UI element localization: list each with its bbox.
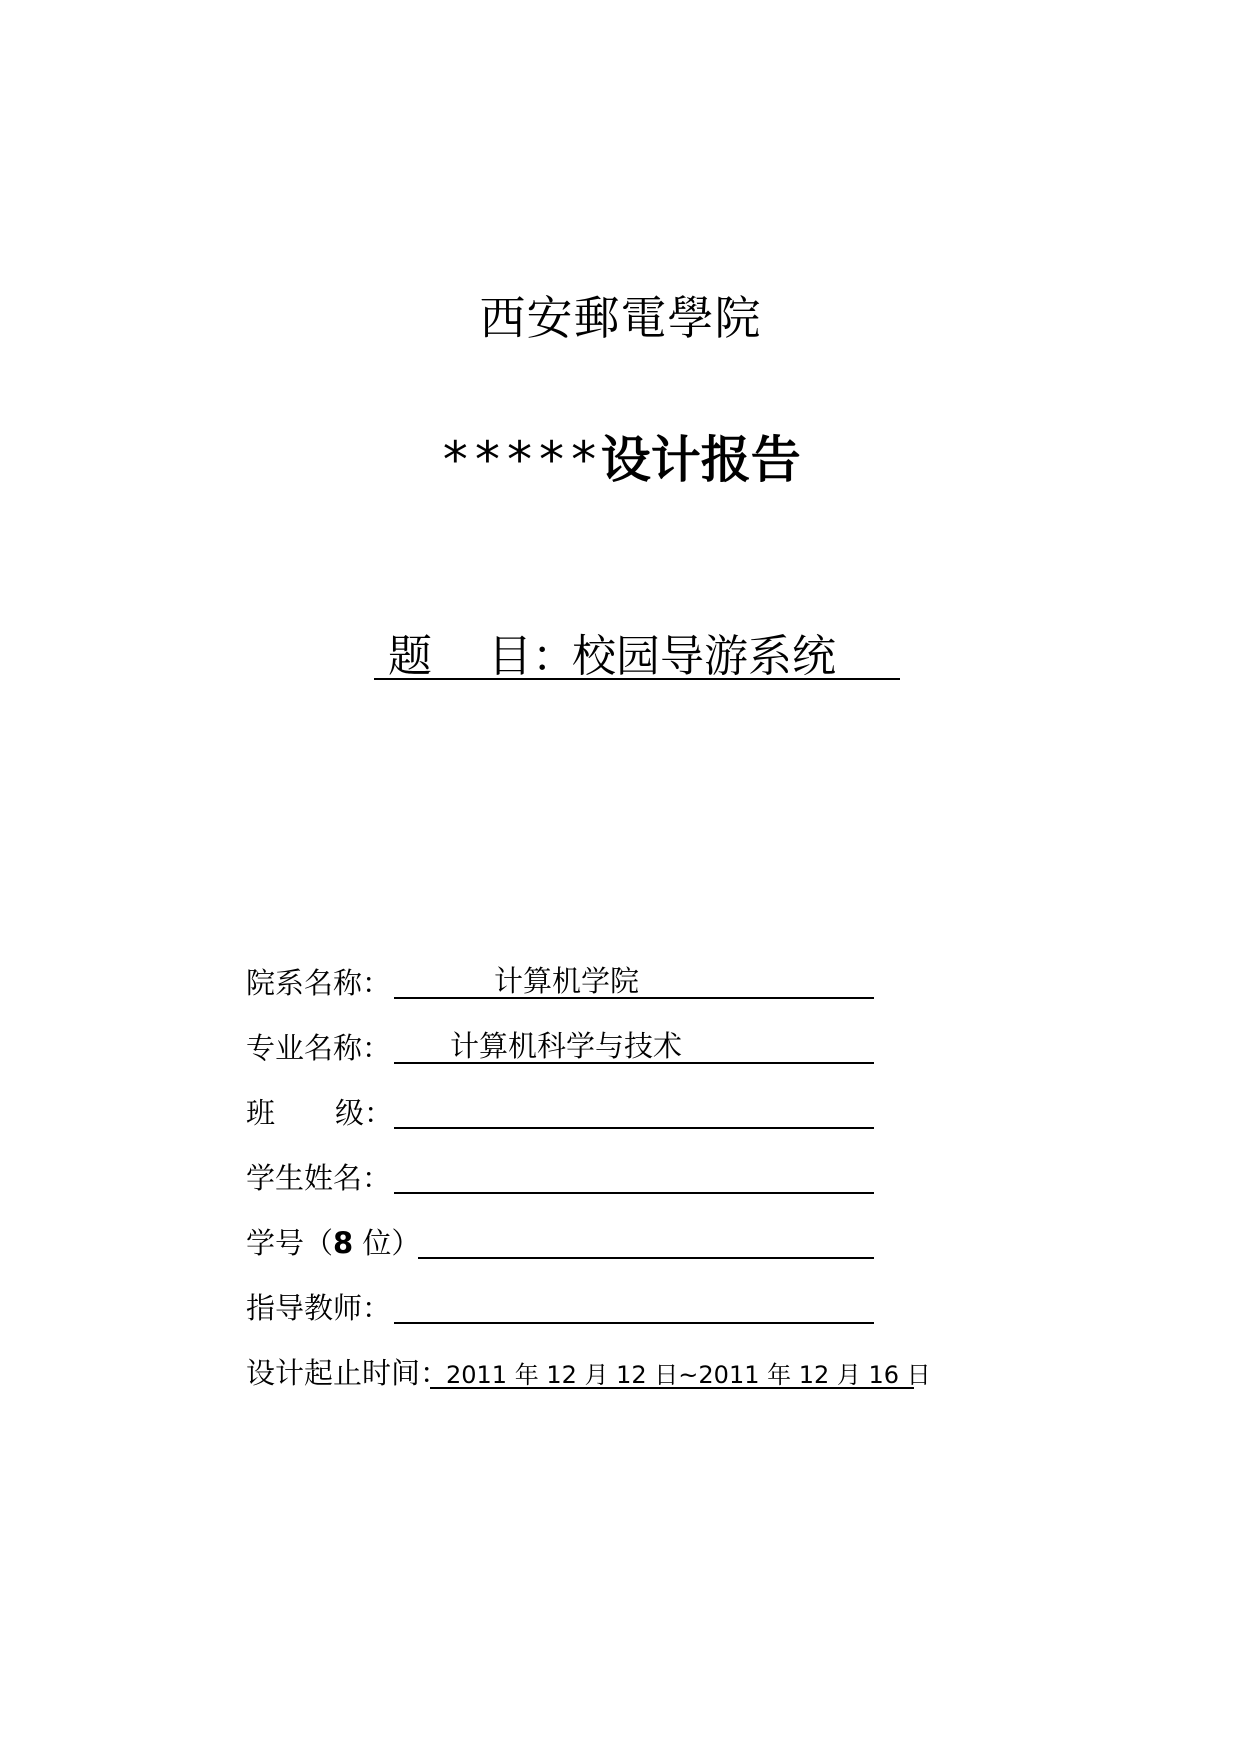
department-field bbox=[394, 955, 874, 999]
department-value: 计算机学院 bbox=[494, 964, 640, 998]
topic-value: 校园导游系统 bbox=[572, 631, 836, 682]
student-id-label-part1: 学号（ bbox=[246, 1226, 334, 1260]
school-name: 西安郵電學院 bbox=[479, 291, 762, 345]
design-period-field bbox=[430, 1345, 931, 1389]
report-title-text: 设计报告 bbox=[600, 431, 801, 489]
report-title-stars: ***** bbox=[440, 431, 601, 489]
class-label-part2: 级： bbox=[335, 1096, 394, 1130]
class-label-part1: 班 bbox=[246, 1096, 276, 1130]
student-id-field bbox=[418, 1215, 874, 1259]
advisor-label: 指导教师： bbox=[246, 1291, 392, 1325]
topic-label-part1: 题 bbox=[388, 631, 432, 682]
student-name-label: 学生姓名： bbox=[246, 1161, 392, 1195]
student-name-field bbox=[394, 1150, 874, 1194]
class-label bbox=[246, 1091, 393, 1132]
student-id-label bbox=[246, 1221, 420, 1262]
topic-line bbox=[374, 620, 900, 680]
major-field bbox=[394, 1020, 874, 1064]
class-field bbox=[394, 1085, 874, 1129]
topic-label bbox=[388, 620, 576, 684]
design-period-value: 2011 年 12 月 12 日~2011 年 12 月 16 日 bbox=[446, 1361, 931, 1389]
report-title bbox=[0, 420, 1241, 492]
student-id-label-part2: 位） bbox=[353, 1226, 421, 1260]
advisor-field bbox=[394, 1280, 874, 1324]
major-value: 计算机科学与技术 bbox=[450, 1029, 683, 1063]
student-id-label-digit: 8 bbox=[333, 1226, 354, 1260]
department-label: 院系名称： bbox=[246, 966, 392, 1000]
design-period-label: 设计起止时间： bbox=[246, 1356, 450, 1390]
topic-label-part2: 目： bbox=[488, 631, 576, 682]
major-label: 专业名称： bbox=[246, 1031, 392, 1065]
